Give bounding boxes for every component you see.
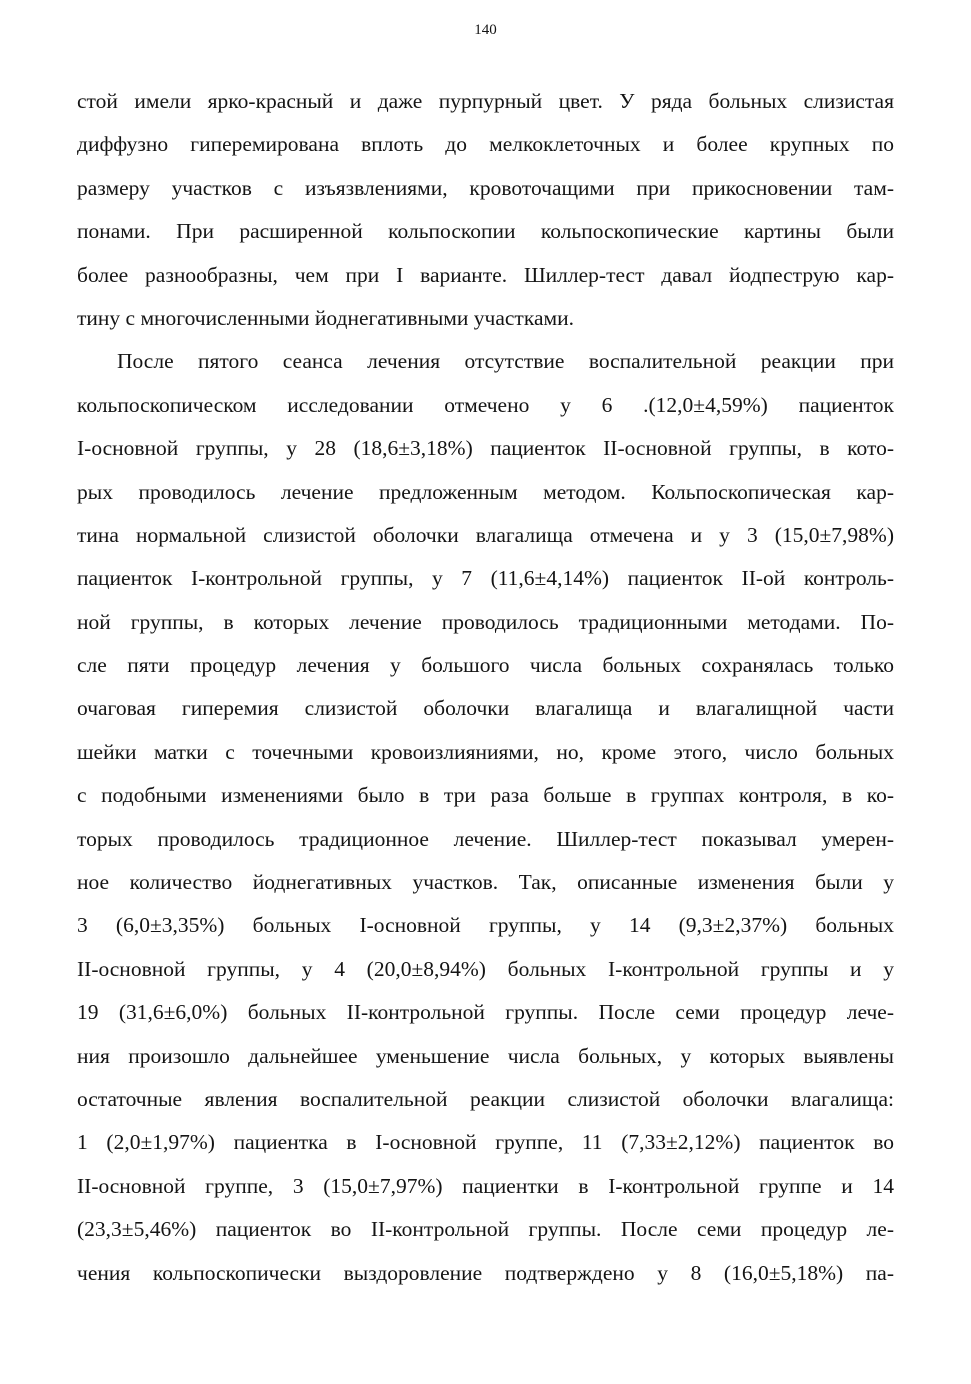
text-line: пациенток I-контрольной группы, у 7 (11,6±4,14%) пациенток II-ой контроль- [77, 566, 894, 591]
text-line: I-основной группы, у 28 (18,6±3,18%) пациенток II-основной группы, в кото- [77, 436, 894, 461]
text-line: стой имели ярко-красный и даже пурпурный цвет. У ряда больных слизистая [77, 89, 894, 113]
text-line: 1 (2,0±1,97%) пациентка в I-основной группе, 11 (7,33±2,12%) пациенток во [77, 1130, 894, 1155]
text-line: понами. При расширенной кольпоскопии кольпоскопические картины были [77, 219, 894, 244]
text-line: II-основной группе, 3 (15,0±7,97%) пациентки в I-контрольной группе и 14 [77, 1173, 894, 1198]
text-line: более разнообразны, чем при I варианте. Шиллер-тест давал йодпеструю кар- [77, 262, 894, 287]
text-line: шейки матки с точечными кровоизлияниями, но, кроме этого, число больных [77, 739, 894, 764]
text-line: рых проводилось лечение предложенным методом. Кольпоскопическая кар- [77, 479, 894, 504]
text-line: тину с многочисленными йоднегативными участками. [77, 305, 574, 330]
text-line: тина нормальной слизистой оболочки влагалища отмечена и у 3 (15,0±7,98%) [77, 522, 894, 547]
paragraph-1 [77, 80, 894, 340]
text-line: ное количество йоднегативных участков. Так, описанные изменения были у [77, 870, 894, 895]
text-line: торых проводилось традиционное лечение. Шиллер-тест показывал умерен- [77, 826, 894, 851]
text-line: размеру участков с изъязвлениями, кровоточащими при прикосновении там- [77, 175, 894, 200]
text-line: ния произошло дальнейшее уменьшение числа больных, у которых выявлены [77, 1043, 894, 1068]
text-line: (23,3±5,46%) пациенток во II-контрольной группы. После семи процедур ле- [77, 1217, 894, 1242]
text-line: II-основной группы, у 4 (20,0±8,94%) больных I-контрольной группы и у [77, 956, 894, 981]
text-line: После пятого сеанса лечения отсутствие воспалительной реакции при [117, 349, 894, 374]
text-line: ной группы, в которых лечение проводилось традиционными методами. По- [77, 609, 894, 634]
text-line: чения кольпоскопически выздоровление подтверждено у 8 (16,0±5,18%) па- [77, 1260, 894, 1285]
paragraph-2 [77, 340, 894, 1295]
page-number: 140 [474, 22, 497, 38]
text-line: 19 (31,6±6,0%) больных II-контрольной группы. После семи процедур лече- [77, 1000, 894, 1025]
text-line: диффузно гиперемирована вплоть до мелкоклеточных и более крупных по [77, 132, 894, 157]
text-line: сле пяти процедур лечения у большого числа больных сохранялась только [77, 653, 894, 678]
text-line: 3 (6,0±3,35%) больных I-основной группы, у 14 (9,3±2,37%) больных [77, 913, 894, 938]
body-text [77, 80, 894, 1295]
text-line: с подобными изменениями было в три раза больше в группах контроля, в ко- [77, 783, 894, 808]
text-line: кольпоскопическом исследовании отмечено у 6 .(12,0±4,59%) пациенток [77, 392, 894, 417]
text-line: очаговая гиперемия слизистой оболочки влагалища и влагалищной части [77, 696, 894, 721]
text-line: остаточные явления воспалительной реакции слизистой оболочки влагалища: [77, 1086, 894, 1111]
